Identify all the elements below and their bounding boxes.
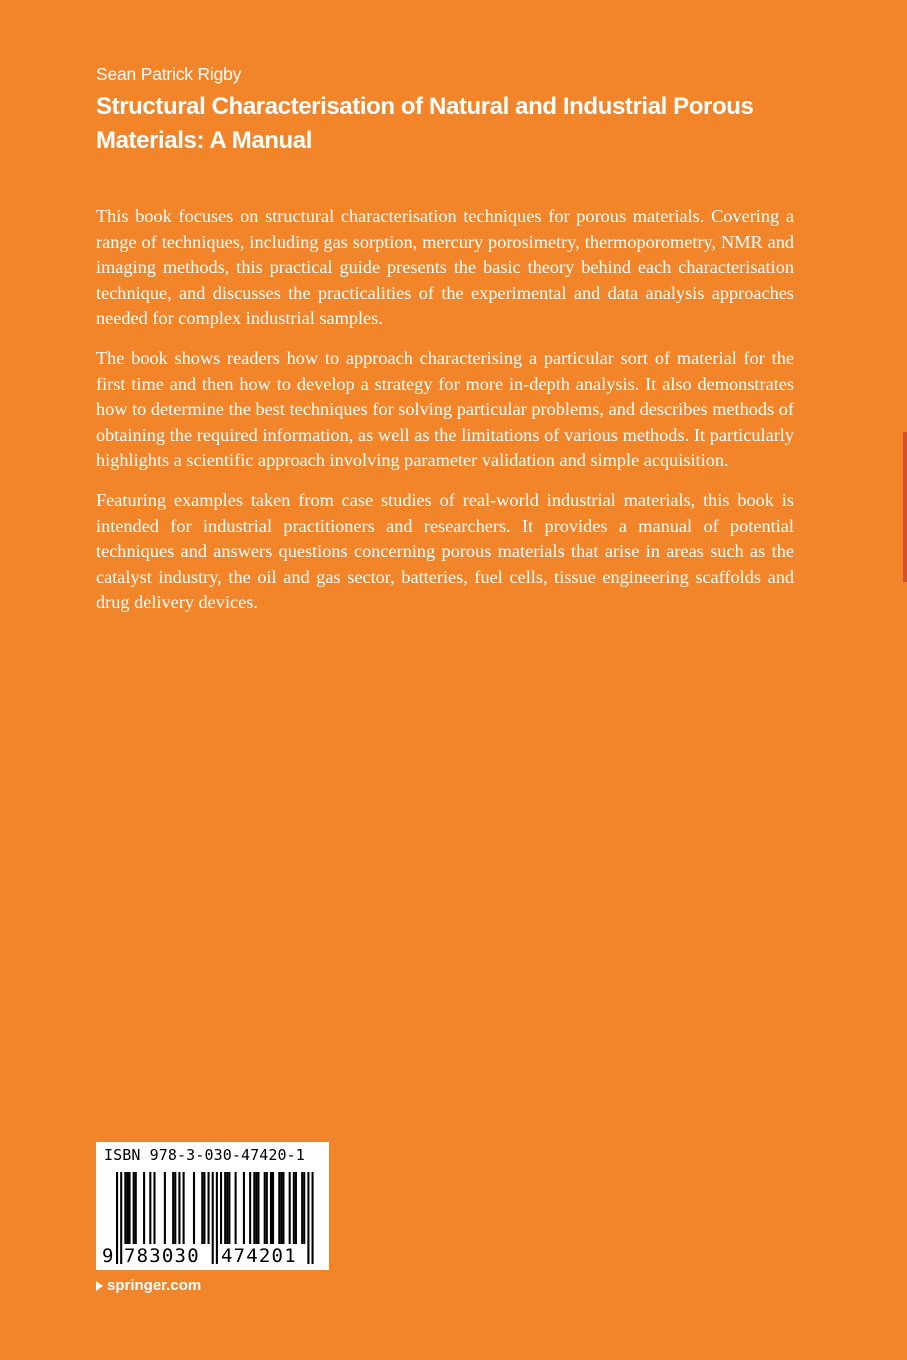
arrow-right-icon [96, 1281, 103, 1291]
barcode-bar [201, 1172, 203, 1244]
barcode-bar [164, 1172, 166, 1244]
barcode-bar [249, 1172, 251, 1244]
barcode-bar [224, 1172, 226, 1244]
book-title: Structural Characterisation of Natural and Industrial Porous Materials: A Manual [96, 93, 754, 154]
barcode-bar [135, 1172, 137, 1244]
barcode-bar [183, 1172, 185, 1244]
barcode-bar [174, 1172, 176, 1244]
barcode-bar [266, 1172, 268, 1244]
barcode-bar [289, 1172, 291, 1244]
barcode-bar [172, 1172, 174, 1244]
barcode-bar [120, 1172, 122, 1264]
barcode-bar [208, 1172, 210, 1244]
barcode-bar [220, 1172, 222, 1244]
barcode-bar [149, 1172, 151, 1244]
blurb-paragraph: The book shows readers how to approach characterising a particular sort of material for the first time and then how to develop a strategy for more in-depth analysis. It also demonstrates how to determine the best techniques for solving particular problems, and describes methods of obtaining the required information, as well as the limitations of various methods. It particularly highlights a scientific approach involving parameter validation and simple acquisition. [96, 347, 794, 471]
barcode-bar [193, 1172, 195, 1244]
blurb [96, 204, 794, 630]
publisher-url: springer.com [107, 1277, 202, 1294]
barcode-bar [264, 1172, 266, 1244]
barcode-bar [178, 1172, 180, 1244]
barcode-bar [312, 1172, 314, 1264]
barcode-bar [235, 1172, 237, 1244]
isbn-label: ISBN 978-3-030-47420-1 [104, 1146, 305, 1164]
barcode-bar [255, 1172, 257, 1244]
barcode-bar [203, 1172, 205, 1244]
barcode-bar [216, 1172, 218, 1264]
barcode-bar [243, 1172, 245, 1244]
barcode-bar [278, 1172, 280, 1244]
blurb-paragraph: Featuring examples taken from case studies of real-world industrial materials, this book is intended for industrial practitioners and researchers. It provides a manual of potential techniques and answers questions concerning porous materials that arise in areas such as the catalyst industry, the oil and gas sector, batteries, fuel cells, tissue engineering scaffolds and drug delivery devices. [96, 489, 794, 613]
barcode-bar [128, 1172, 130, 1244]
blurb-paragraph: This book focuses on structural characterisation techniques for porous materials. Covering a range of techniques, including gas sorption, mercury porosimetry, thermoporometry, NMR and imaging methods, this practical guide presents the basic theory behind each characterisation technique, and discusses the practicalities of the experimental and data analysis approaches needed for complex industrial samples. [96, 206, 794, 329]
barcode-bar [272, 1172, 274, 1244]
barcode-bar [293, 1172, 295, 1244]
barcode-bar [116, 1172, 118, 1264]
barcode-digits-right: 474201 [221, 1245, 297, 1267]
barcode-bar [282, 1172, 284, 1244]
barcode-bar [124, 1172, 126, 1244]
barcode-bar [126, 1172, 128, 1244]
barcode-bar [153, 1172, 155, 1244]
barcode-bar [143, 1172, 145, 1244]
barcode-digit-first: 9 [102, 1245, 114, 1267]
barcode-bar [295, 1172, 297, 1244]
barcode-bar [301, 1172, 303, 1244]
publisher-link[interactable] [96, 1277, 201, 1294]
barcode-bar [212, 1172, 214, 1264]
author-name: Sean Patrick Rigby [96, 64, 242, 84]
barcode-bar [303, 1172, 305, 1244]
barcode-bar [253, 1172, 255, 1244]
spine-edge [903, 432, 907, 582]
isbn-barcode [96, 1142, 329, 1270]
barcode-bar [133, 1172, 135, 1244]
barcode-bar [228, 1172, 230, 1244]
barcode-bar [307, 1172, 309, 1264]
barcode-bar [257, 1172, 259, 1244]
barcode-bar [226, 1172, 228, 1244]
barcode-digits-left: 783030 [124, 1245, 200, 1267]
barcode-bar [280, 1172, 282, 1244]
barcode-bar [270, 1172, 272, 1244]
